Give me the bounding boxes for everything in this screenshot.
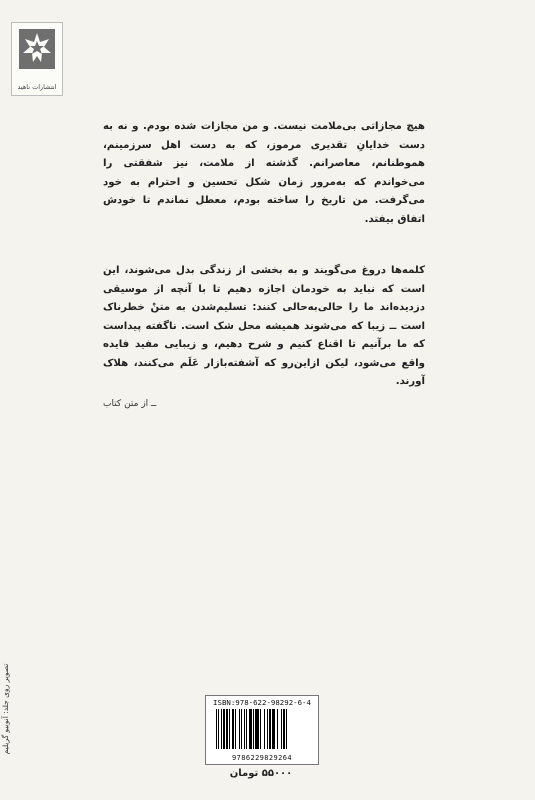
barcode-number: 9786229829264	[232, 754, 292, 762]
isbn-text: ISBN:978-622-98292-6-4	[213, 698, 311, 707]
back-cover-paragraph-1: هیچ مجازاتی بی‌ملامت نیست. و من مجازات شده بودم. و نه به دست خدایانِ تقدیری مرموز، که به دست اهل سرزمینم، هموطنانم، معاصرانم. گذشته از ملامت، نیز شفقتی را می‌خواندم که به‌مرور زمان شکل تحسین و احترام به خود می‌گرفت. من تاریخ را ساخته بودم، معطل نماندم تا خودش اتفاق بیفتد.	[103, 121, 425, 225]
price: ۵۵۰۰۰ تومان	[229, 768, 293, 779]
star-logo-icon	[19, 29, 55, 69]
publisher-logo	[11, 22, 63, 96]
barcode-bars	[216, 709, 308, 749]
source-attribution: ــ از متن کتاب	[103, 399, 157, 409]
barcode-bar	[287, 709, 289, 749]
back-cover-paragraph-2: کلمه‌ها دروغ می‌گویند و به بخشی از زندگی بدل می‌شوند، این است که نباید به خودمان اجازه دهیم تا با آنچه از موسیقی دزدیده‌اند ما را حالی‌به‌حالی کنند: تسلیم‌شدن به متنْ خطرناک است ــ زیبا که می‌شوند همیشه محل شک است. ناگفته پیداست که ما برآنیم تا اقناع کنیم و شرح دهیم، و زیبایی مفید فایده واقع می‌شود، لیکن ازاین‌رو که آشفته‌بازار عَلَم می‌کنند، هلاک آورند.	[103, 265, 425, 387]
publisher-name: انتشارات ناهید	[17, 83, 57, 91]
cover-image-credit: تصویر روی جلد: آنوبیو گریلیم	[1, 663, 10, 755]
barcode-label	[205, 695, 319, 765]
